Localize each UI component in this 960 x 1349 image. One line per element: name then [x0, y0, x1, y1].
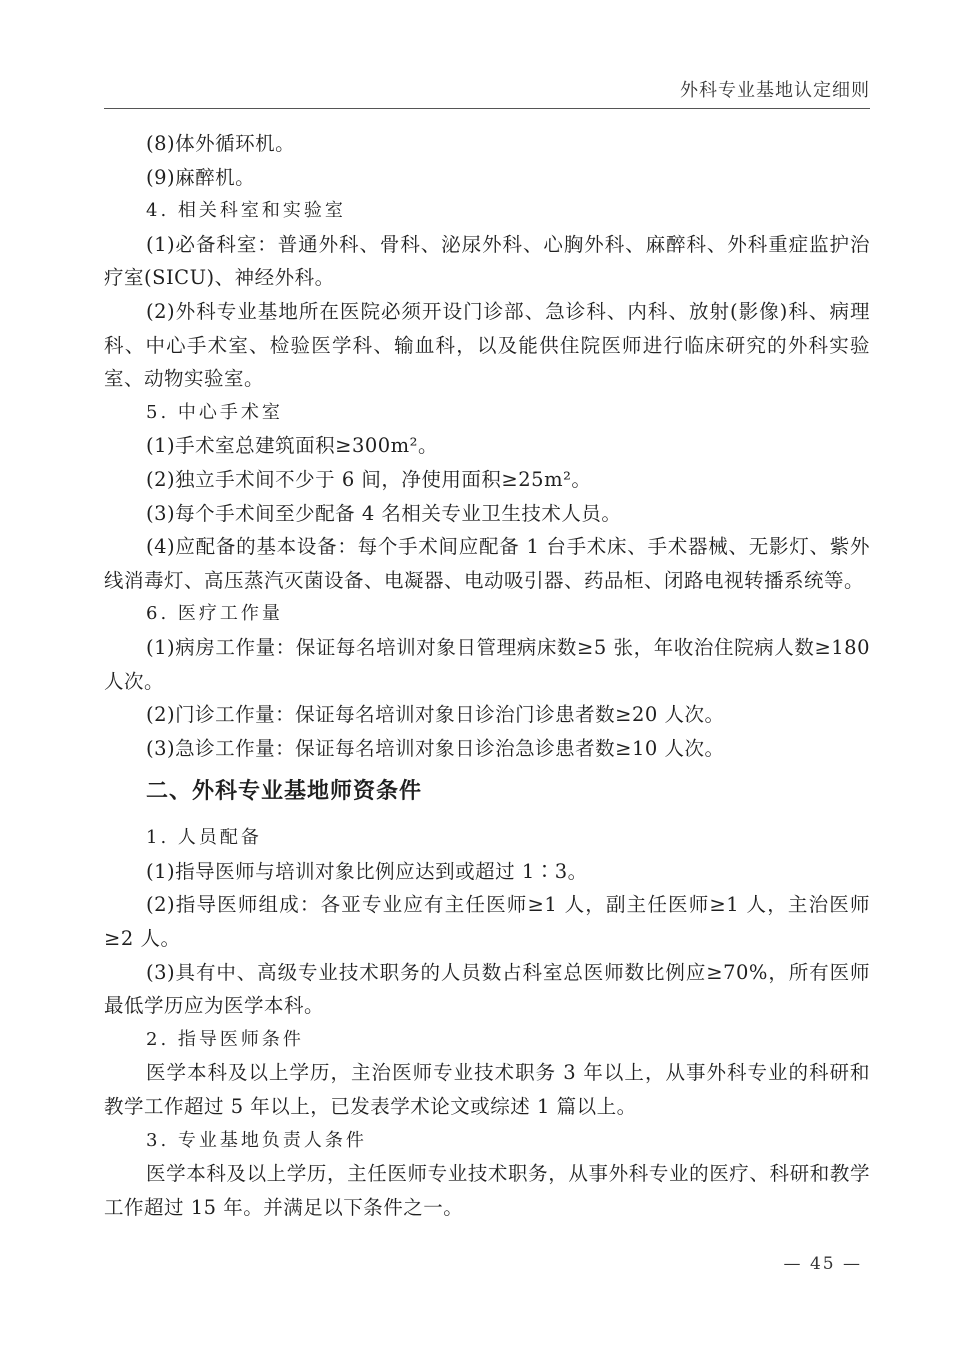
- page-number: — 45 —: [783, 1254, 862, 1274]
- subheading: 6. 医疗工作量: [146, 603, 283, 625]
- paragraph: (9)麻醉机。: [146, 165, 256, 189]
- paragraph: (1)手术室总建筑面积≥300m²。: [146, 434, 438, 458]
- subheading: 5. 中心手术室: [146, 401, 283, 423]
- paragraph: (8)体外循环机。: [146, 132, 296, 155]
- page-body: [104, 127, 870, 1224]
- paragraph: (1)病房工作量：保证每名培训对象日管理病床数≥5 张，年收治住院病人数≥180 人次。: [104, 635, 870, 693]
- subheading: 1. 人员配备: [146, 827, 262, 849]
- paragraph: (1)必备科室：普通外科、骨科、泌尿外科、心胸外科、麻醉科、外科重症监护治疗室(SICU)、神经外科。: [104, 232, 870, 290]
- paragraph: 医学本科及以上学历，主治医师专业技术职务 3 年以上，从事外科专业的科研和教学工作超过 5 年以上，已发表学术论文或综述 1 篇以上。: [104, 1061, 870, 1119]
- section-heading: 二、外科专业基地师资条件: [146, 779, 423, 805]
- paragraph: (2)指导医师组成：各亚专业应有主任医师≥1 人，副主任医师≥1 人，主治医师≥2 人。: [104, 893, 870, 951]
- running-header-title: 外科专业基地认定细则: [680, 80, 870, 101]
- paragraph: (2)独立手术间不少于 6 间，净使用面积≥25m²。: [146, 467, 592, 491]
- paragraph: (4)应配备的基本设备：每个手术间应配备 1 台手术床、手术器械、无影灯、紫外线消毒灯、高压蒸汽灭菌设备、电凝器、电动吸引器、药品柜、闭路电视转播系统等。: [104, 535, 870, 592]
- paragraph: (1)指导医师与培训对象比例应达到或超过 1∶3。: [146, 859, 588, 883]
- paragraph: (3)具有中、高级专业技术职务的人员数占科室总医师数比例应≥70%，所有医师最低学历应为医学本科。: [104, 960, 870, 1018]
- subheading: 3. 专业基地负责人条件: [146, 1129, 367, 1151]
- header-rule: [104, 108, 870, 109]
- paragraph: (3)急诊工作量：保证每名培训对象日诊治急诊患者数≥10 人次。: [146, 736, 725, 760]
- subheading: 4. 相关科室和实验室: [146, 200, 346, 222]
- subheading: 2. 指导医师条件: [146, 1028, 304, 1050]
- paragraph: (2)外科专业基地所在医院必须开设门诊部、急诊科、内科、放射(影像)科、病理科、中心手术室、检验医学科、输血科，以及能供住院医师进行临床研究的外科实验室、动物实验室。: [104, 299, 870, 391]
- paragraph: (3)每个手术间至少配备 4 名相关专业卫生技术人员。: [146, 501, 622, 525]
- paragraph: (2)门诊工作量：保证每名培训对象日诊治门诊患者数≥20 人次。: [146, 703, 725, 727]
- paragraph: 医学本科及以上学历，主任医师专业技术职务，从事外科专业的医疗、科研和教学工作超过 15 年。并满足以下条件之一。: [104, 1162, 870, 1219]
